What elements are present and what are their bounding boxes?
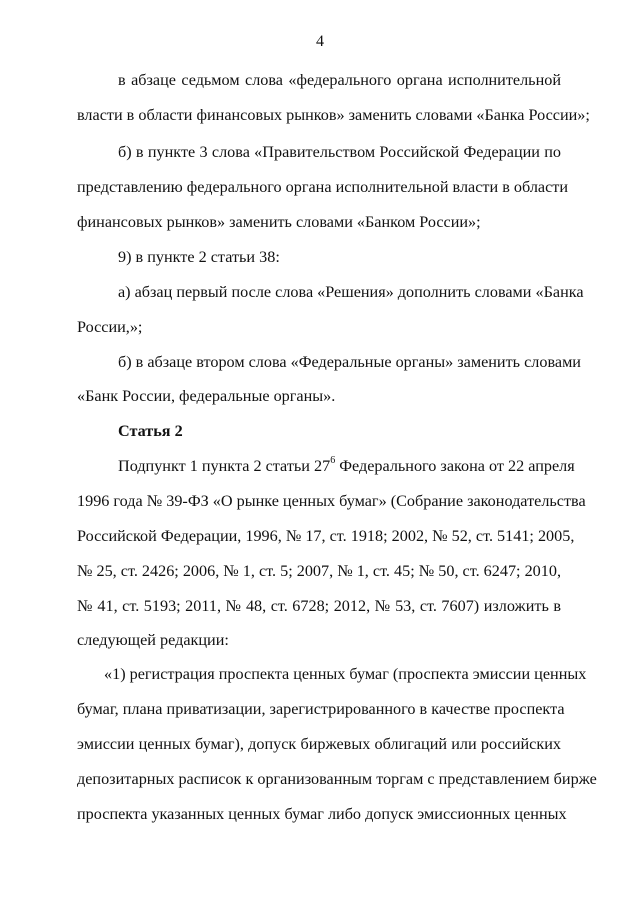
page-number: 4 [316, 33, 324, 50]
text-segment: Подпункт 1 пункта 2 статьи 27 [118, 457, 331, 475]
text-line: бумаг, плана приватизации, зарегистрированного в качестве проспекта [77, 700, 565, 718]
text-line: «1) регистрация проспекта ценных бумаг (проспекта эмиссии ценных [104, 665, 587, 683]
text-line: б) в пункте 3 слова «Правительством Российской Федерации по [118, 143, 561, 161]
text-line: «Банк России, федеральные органы». [77, 387, 336, 405]
text-line: 1996 года № 39-ФЗ «О рынке ценных бумаг» (Собрание законодательства [77, 492, 586, 510]
text-line: а) абзац первый после слова «Решения» дополнить словами «Банка [118, 283, 584, 301]
text-line: эмиссии ценных бумаг), допуск биржевых облигаций или российских [77, 735, 561, 753]
text-line: в абзаце седьмом слова «федерального органа исполнительной [118, 71, 561, 89]
text-line: России,»; [77, 318, 143, 336]
text-line: власти в области финансовых рынков» заменить словами «Банка России»; [77, 106, 590, 124]
text-line: проспекта указанных ценных бумаг либо допуск эмиссионных ценных [77, 805, 567, 823]
text-segment: Федерального закона от 22 апреля [335, 457, 575, 475]
text-line: № 41, ст. 5193; 2011, № 48, ст. 6728; 2012, № 53, ст. 7607) изложить в [77, 597, 561, 615]
text-line: финансовых рынков» заменить словами «Банком России»; [77, 213, 481, 231]
text-line: следующей редакции: [77, 631, 229, 649]
article-heading: Статья 2 [118, 422, 183, 440]
text-line [118, 454, 575, 476]
text-line: депозитарных расписок к организованным торгам с представлением бирже [77, 770, 597, 788]
text-line: представлению федерального органа исполнительной власти в области [77, 178, 569, 196]
text-line: № 25, ст. 2426; 2006, № 1, ст. 5; 2007, № 1, ст. 45; № 50, ст. 6247; 2010, [77, 562, 562, 580]
text-line: б) в абзаце втором слова «Федеральные органы» заменить словами [118, 353, 581, 371]
text-line: Российской Федерации, 1996, № 17, ст. 1918; 2002, № 52, ст. 5141; 2005, [77, 527, 575, 545]
superscript: 6 [330, 454, 336, 466]
text-line: 9) в пункте 2 статьи 38: [118, 248, 280, 266]
